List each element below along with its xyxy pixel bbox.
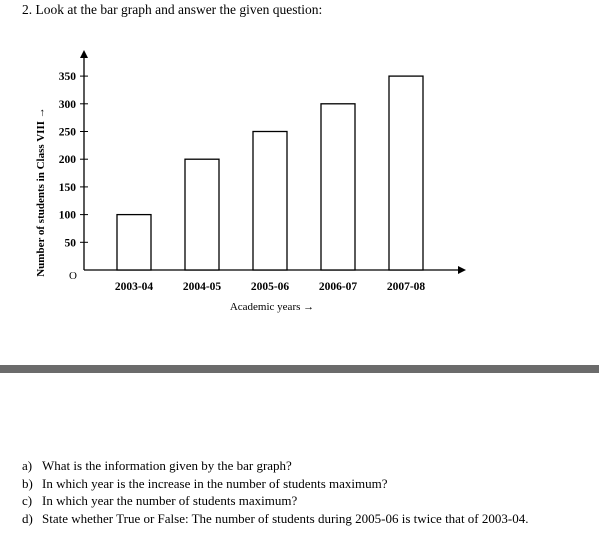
- x-category-label: 2004-05: [182, 281, 222, 293]
- x-labels: [115, 281, 426, 293]
- sub-question-text: In which year is the increase in the number of students maximum?: [42, 475, 388, 491]
- bar-2004-05: [185, 159, 219, 270]
- y-tick-label: 250: [58, 126, 76, 139]
- sub-question-text: State whether True or False: The number of students during 2005-06 is twice that of 2003-04.: [42, 510, 529, 526]
- sub-question-item: [22, 475, 528, 493]
- bar-2007-08: [389, 76, 423, 270]
- sub-question-text: In which year the number of students maximum?: [42, 493, 298, 509]
- y-tick-label: 350: [58, 71, 76, 84]
- bar-2006-07: [321, 104, 355, 270]
- bars: [117, 76, 423, 270]
- x-category-label: 2007-08: [386, 281, 426, 293]
- bar-2005-06: [253, 132, 287, 271]
- y-axis-title: Number of students in Class VIII →: [35, 107, 47, 277]
- x-axis-title: Academic years →: [229, 301, 315, 313]
- sub-question-marker: d): [22, 510, 33, 526]
- y-tick-label: 50: [64, 237, 76, 250]
- section-divider: [0, 365, 599, 373]
- x-category-label: 2003-04: [114, 281, 154, 293]
- bar-chart: [0, 40, 480, 325]
- sub-question-marker: c): [22, 493, 33, 509]
- bar-2003-04: [117, 215, 151, 270]
- y-tick-label: 300: [58, 98, 76, 111]
- sub-question-list: [22, 457, 528, 527]
- sub-question-marker: b): [22, 475, 33, 491]
- sub-question-item: [22, 510, 528, 528]
- y-tick-label: 100: [58, 209, 76, 222]
- y-tick-label: 200: [58, 154, 76, 167]
- y-tick-label: 150: [58, 181, 76, 194]
- sub-question-text: What is the information given by the bar graph?: [42, 458, 292, 473]
- origin-label: O: [69, 270, 77, 282]
- sub-question-item: [22, 457, 528, 475]
- sub-question-item: [22, 492, 528, 510]
- x-category-label: 2005-06: [250, 281, 290, 293]
- x-category-label: 2006-07: [318, 281, 358, 293]
- sub-question-marker: a): [22, 458, 33, 473]
- question-heading: 2. Look at the bar graph and answer the given question:: [22, 2, 323, 17]
